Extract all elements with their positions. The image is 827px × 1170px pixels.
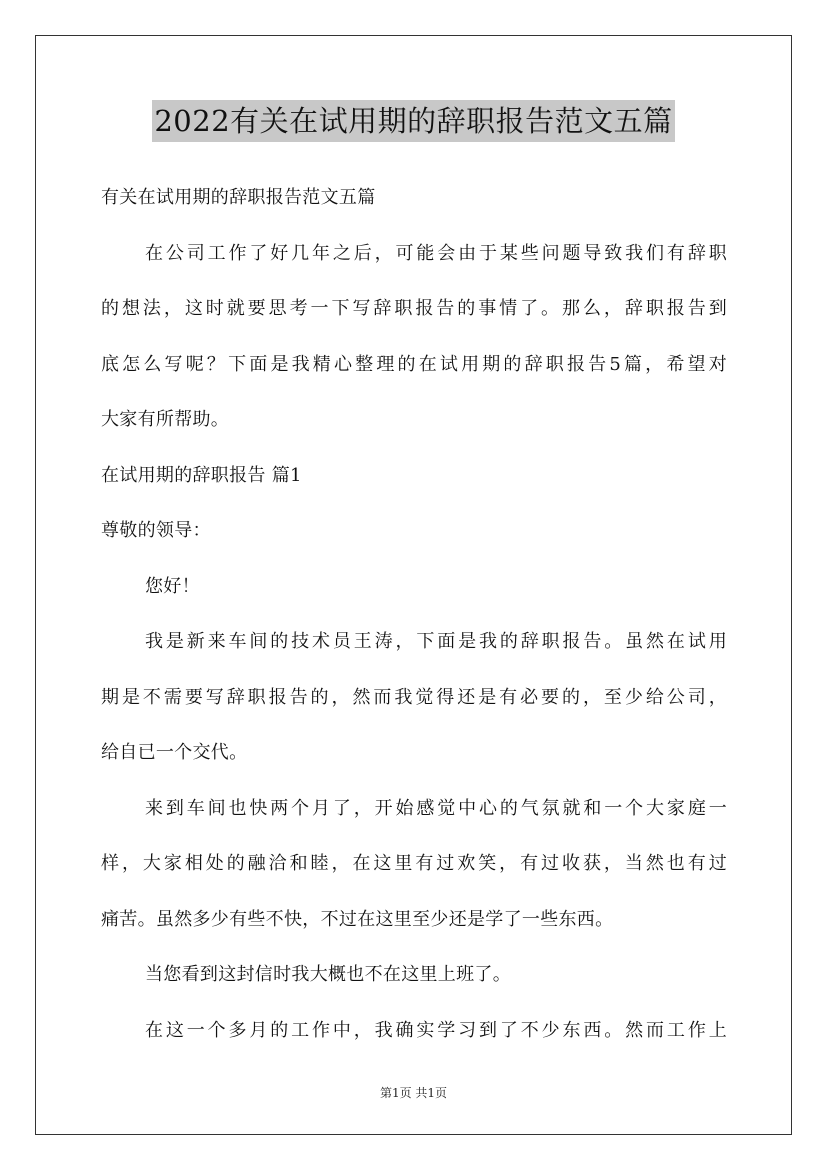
title-container (0, 100, 827, 142)
section-heading: 在试用期的辞职报告 篇1 (101, 464, 302, 486)
paragraph-line: 当您看到这封信时我大概也不在这里上班了。 (145, 964, 511, 985)
paragraph-line: 大家有所帮助。 (101, 409, 230, 430)
paragraph-line: 在公司工作了好几年之后，可能会由于某些问题导致我们有辞职 (145, 242, 727, 264)
document-body (101, 170, 727, 1058)
paragraph-line: 我是新来车间的技术员王涛，下面是我的辞职报告。虽然在试用 (145, 631, 727, 652)
paragraph-line: 给自已一个交代。 (101, 742, 248, 763)
subtitle-line: 有关在试用期的辞职报告范文五篇 (101, 187, 376, 208)
paragraph-line: 痛苦。虽然多少有些不快，不过在这里至少还是学了一些东西。 (101, 908, 614, 930)
page-title: 2022有关在试用期的辞职报告范文五篇 (152, 100, 674, 142)
paragraph-line: 在这一个多月的工作中，我确实学习到了不少东西。然而工作上 (145, 1019, 727, 1041)
paragraph-line: 的想法，这时就要思考一下写辞职报告的事情了。那么，辞职报告到 (101, 298, 727, 319)
salutation: 尊敬的领导： (101, 520, 211, 541)
paragraph-line: 期是不需要写辞职报告的，然而我觉得还是有必要的，至少给公司， (101, 686, 727, 708)
greeting: 您好！ (145, 575, 200, 597)
paragraph-line: 样，大家相处的融洽和睦，在这里有过欢笑，有过收获，当然也有过 (101, 853, 727, 874)
paragraph-line: 来到车间也快两个月了，开始感觉中心的气氛就和一个大家庭一 (145, 797, 727, 819)
paragraph-line: 底怎么写呢？下面是我精心整理的在试用期的辞职报告5篇，希望对 (101, 353, 727, 375)
page-footer: 第1页 共1页 (379, 1086, 448, 1100)
